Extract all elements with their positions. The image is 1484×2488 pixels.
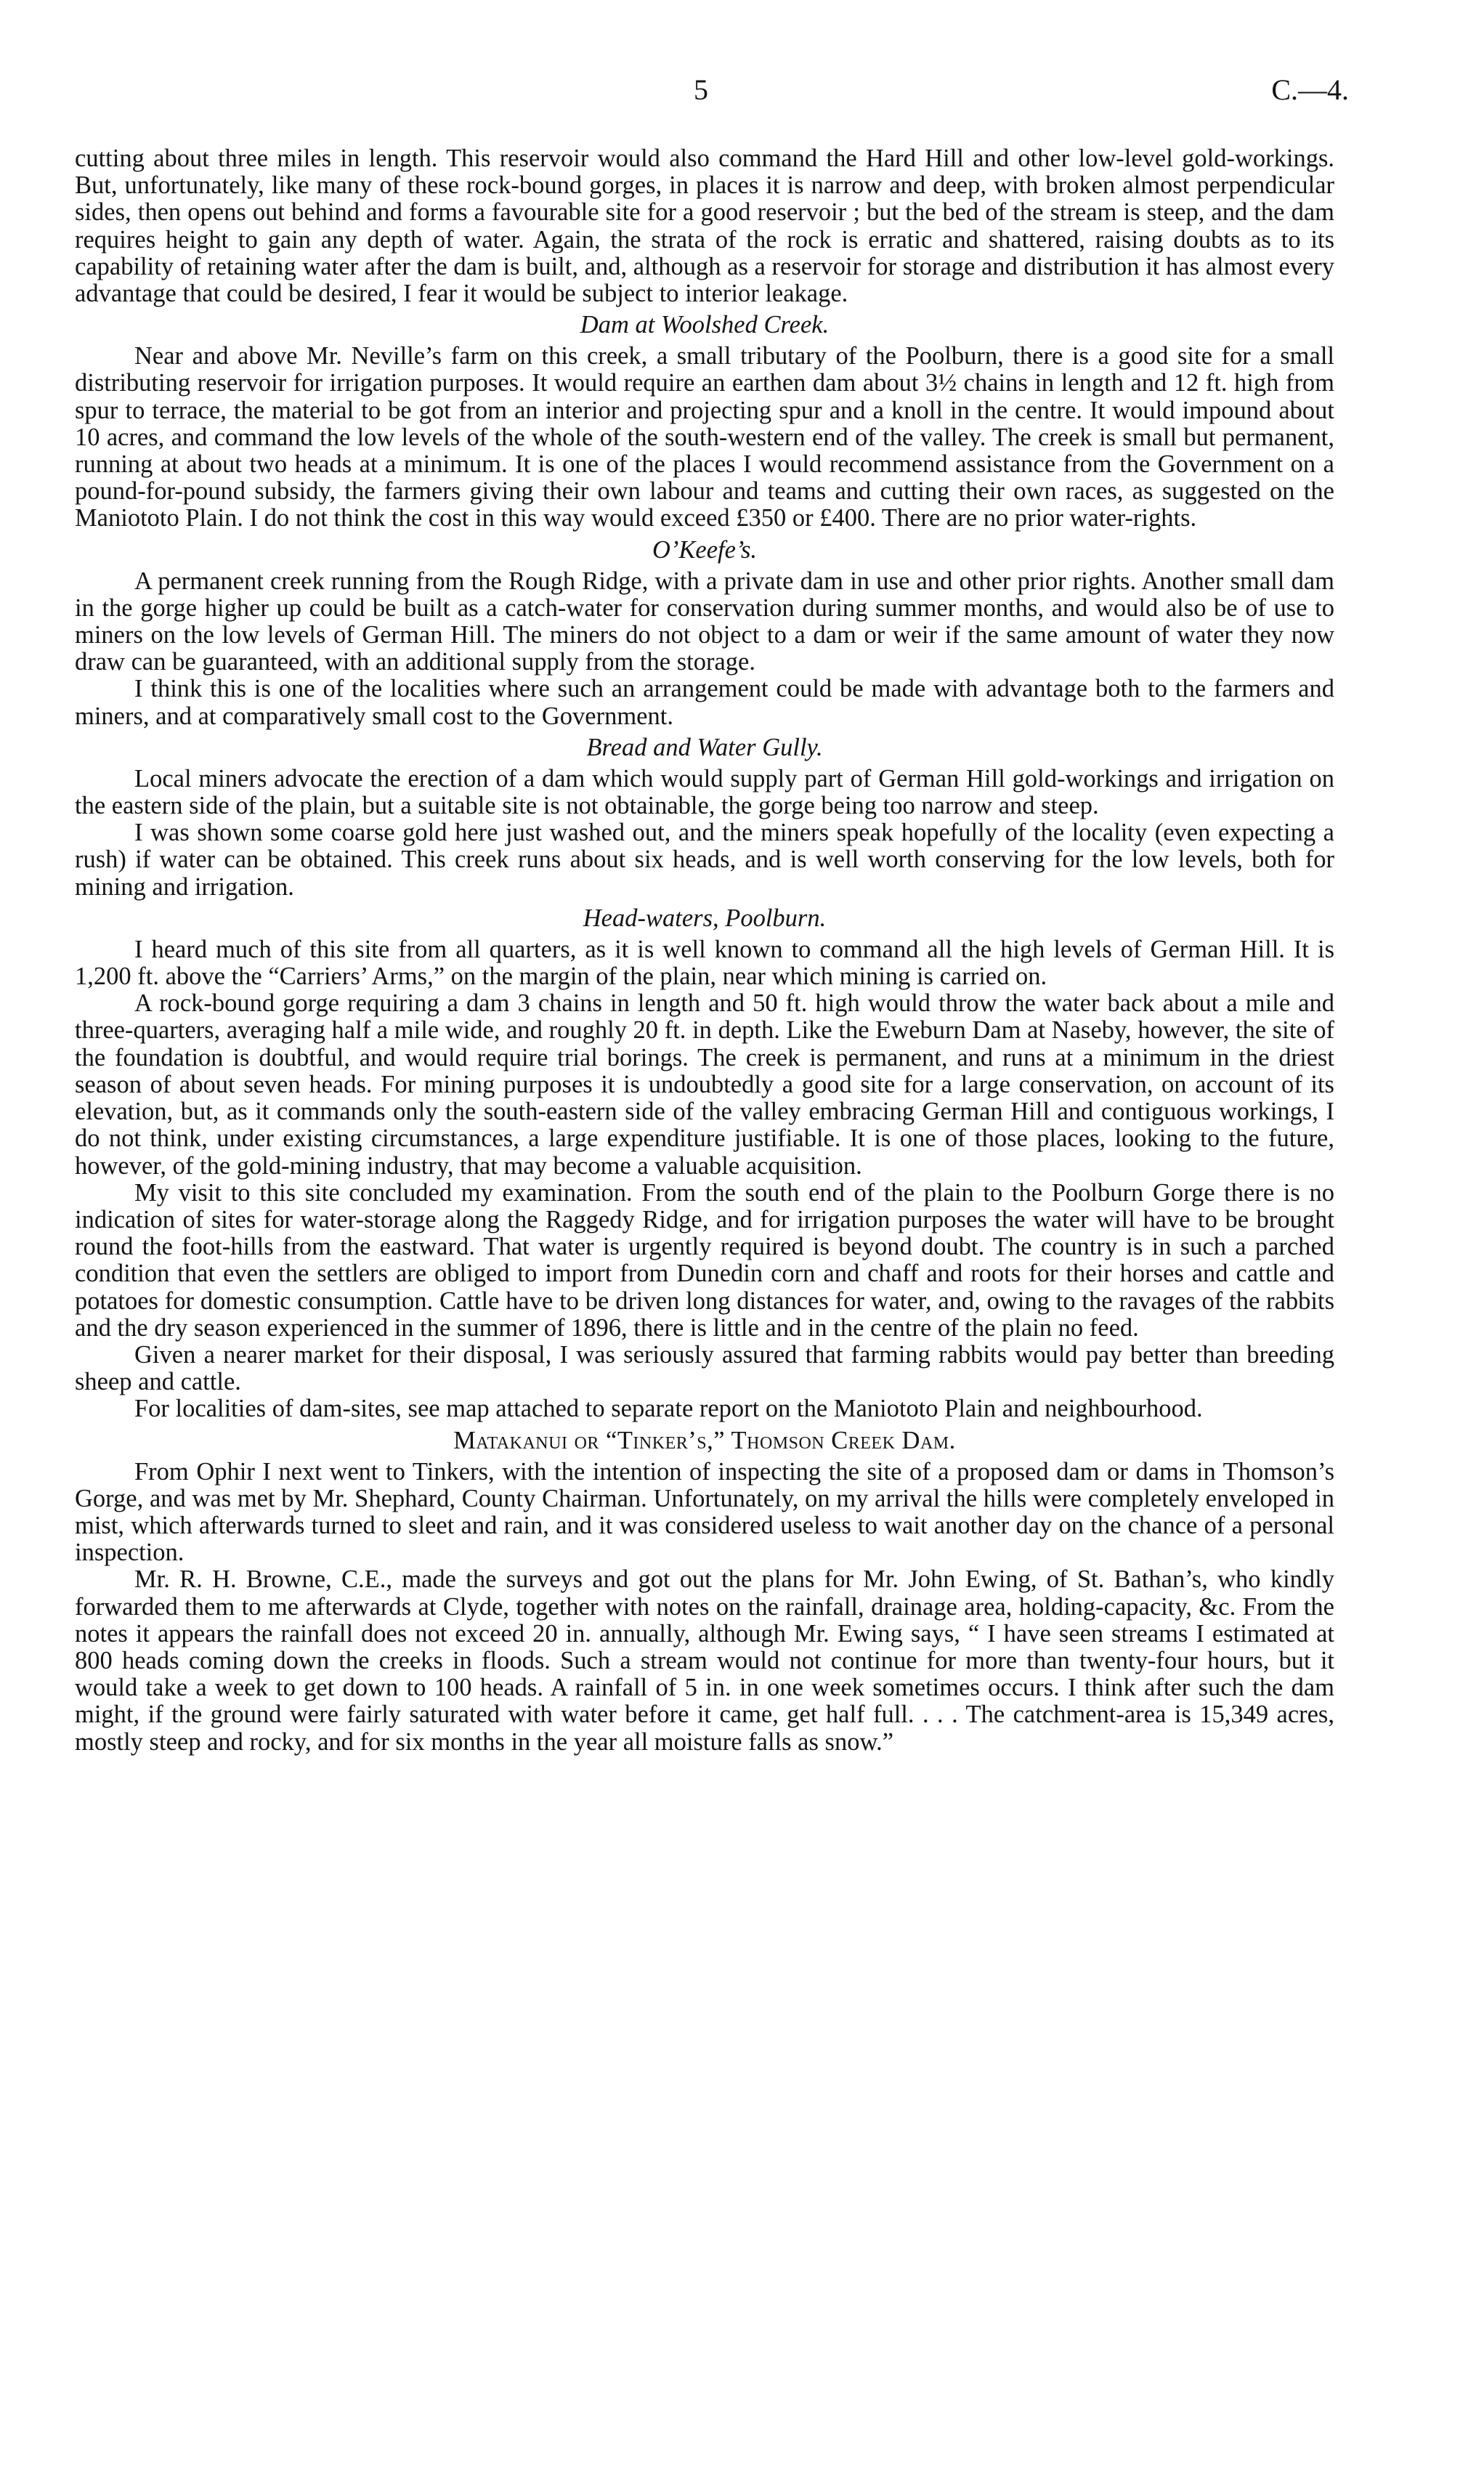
paragraph: I heard much of this site from all quarters, as it is well known to command all the high levels of German Hill. It is 1,200 ft. above the “Carriers’ Arms,” on the margin of the plain, near which mining is carried on. (75, 935, 1334, 991)
paragraph: Mr. R. H. Browne, C.E., made the surveys and got out the plans for Mr. John Ewing, of St. Bathan’s, who kindly forwarded them to me afterwards at Clyde, together with notes on the rainfall, drainage area, holding-capacity, &c. From the notes it appears the rainfall does not exceed 20 in. annually, although Mr. Ewing says, “ I have seen streams I estimated at 800 heads coming down the creeks in floods. Such a stream would not continue for more than twenty-four hours, but it would take a week to get down to 100 heads. A rainfall of 5 in. in one week sometimes occurs. I think after such the dam might, if the ground were fairly saturated with water before it came, get half full. . . . The catchment-area is 15,349 acres, mostly steep and rocky, and for six months in the year all moisture falls as snow.” (75, 1565, 1334, 1756)
document-reference: C.—4. (1271, 73, 1349, 106)
paragraph: Local miners advocate the erection of a dam which would supply part of German Hill gold-workings and irrigation on the eastern side of the plain, but a suitable site is not obtainable, the gorge being too narrow and steep. (75, 764, 1334, 820)
section-heading-matakanui: Matakanui or “Tinker’s,” Thomson Creek Dam. (453, 1426, 956, 1454)
page-header (0, 73, 1484, 116)
section-heading-bread-and-water-gully: Bread and Water Gully. (586, 733, 823, 761)
paragraph: From Ophir I next went to Tinkers, with the intention of inspecting the site of a proposed dam or dams in Thomson’s Gorge, and was met by Mr. Shephard, County Chairman. Unfortunately, on my arrival the hills were completely enveloped in mist, which afterwards turned to sleet and rain, and it was considered useless to wait another day on the chance of a personal inspection. (75, 1457, 1334, 1567)
section-heading-head-waters-poolburn: Head-waters, Poolburn. (583, 904, 827, 932)
paragraph: Near and above Mr. Neville’s farm on this creek, a small tributary of the Poolburn, there is a good site for a small distributing reservoir for irrigation purposes. It would require an earthen dam about 3½ chains in length and 12 ft. high from spur to terrace, the material to be got from an interior and projecting spur and a knoll in the centre. It would impound about 10 acres, and command the low levels of the whole of the south-western end of the valley. The creek is small but permanent, running at about two heads at a minimum. It is one of the places I would recommend assistance from the Government on a pound-for-pound subsidy, the farmers giving their own labour and teams and cutting their own races, as suggested on the Maniototo Plain. I do not think the cost in this way would exceed £350 or £400. There are no prior water-rights. (75, 342, 1334, 532)
paragraph: My visit to this site concluded my examination. From the south end of the plain to the Poolburn Gorge there is no indication of sites for water-storage along the Raggedy Ridge, and for irrigation purposes the water will have to be brought round the foot-hills from the eastward. That water is urgently required is beyond doubt. The country is in such a parched condition that even the settlers are obliged to import from Dunedin corn and chaff and roots for their horses and cattle and potatoes for domestic consumption. Cattle have to be driven long distances for water, and, owing to the ravages of the rabbits and the dry season experienced in the summer of 1896, there is little and in the centre of the plain no feed. (75, 1178, 1334, 1342)
paragraph: I was shown some coarse gold here just washed out, and the miners speak hopefully of the locality (even expecting a rush) if water can be obtained. This creek runs about six heads, and is well worth conserving for the low levels, both for mining and irrigation. (75, 819, 1334, 901)
page-number: 5 (694, 73, 708, 106)
report-body (75, 145, 1334, 1756)
paragraph: For localities of dam-sites, see map attached to separate report on the Maniototo Plain and neighbourhood. (134, 1395, 1203, 1423)
paragraph: I think this is one of the localities where such an arrangement could be made with advantage both to the farmers and miners, and at comparatively small cost to the Government. (75, 675, 1334, 730)
paragraph: A rock-bound gorge requiring a dam 3 chains in length and 50 ft. high would throw the water back about a mile and three-quarters, averaging half a mile wide, and roughly 20 ft. in depth. Like the Eweburn Dam at Naseby, however, the site of the foundation is doubtful, and would require trial borings. The creek is permanent, and runs at a minimum in the driest season of about seven heads. For mining purposes it is undoubtedly a good site for a large conservation, on account of its elevation, but, as it commands only the south-eastern side of the valley embracing German Hill and contiguous workings, I do not think, under existing circumstances, a large expenditure justifiable. It is one of those places, looking to the future, however, of the gold-mining industry, that may become a valuable acquisition. (75, 989, 1334, 1180)
paragraph-continued: cutting about three miles in length. This reservoir would also command the Hard Hill and other low-level gold-workings. But, unfortunately, like many of these rock-bound gorges, in places it is narrow and deep, with broken almost perpendicular sides, then opens out behind and forms a favourable site for a good reservoir ; but the bed of the stream is steep, and the dam requires height to gain any depth of water. Again, the strata of the rock is erratic and shattered, raising doubts as to its capability of retaining water after the dam is built, and, although as a reservoir for storage and distribution it has almost every advantage that could be desired, I fear it would be subject to interior leakage. (75, 145, 1334, 308)
paragraph: Given a nearer market for their disposal, I was seriously assured that farming rabbits would pay better than breeding sheep and cattle. (75, 1340, 1334, 1396)
section-heading-okeefes: O’Keefe’s. (652, 535, 758, 564)
section-heading-woolshed-creek: Dam at Woolshed Creek. (580, 311, 830, 339)
paragraph: A permanent creek running from the Rough Ridge, with a private dam in use and other prior rights. Another small dam in the gorge higher up could be built as a catch-water for conservation during summer months, and would also be of use to miners on the low levels of German Hill. The miners do not object to a dam or weir if the same amount of water they now draw can be guaranteed, with an additional supply from the storage. (75, 567, 1334, 676)
